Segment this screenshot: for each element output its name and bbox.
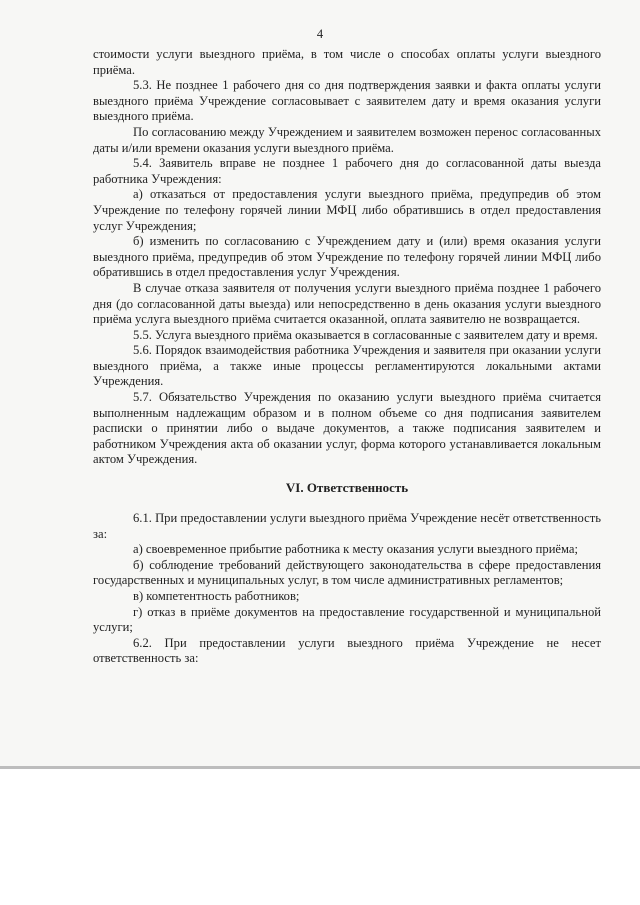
paragraph: а) отказаться от предоставления услуги выездного приёма, предупредив об этом Учреждение по телефону горячей линии МФЦ либо обратившись в отдел предоставления услуг Учреждения; xyxy=(93,187,601,233)
paragraph: 5.3. Не позднее 1 рабочего дня со дня подтверждения заявки и факта оплаты услуги выездного приёма Учреждение согласовывает с заявителем дату и время оказания услуги выездного приёма. xyxy=(93,78,601,124)
scan-edge xyxy=(0,766,640,769)
paragraph: стоимости услуги выездного приёма, в том числе о способах оплаты услуги выездного приёма. xyxy=(93,47,601,77)
paragraph: 5.5. Услуга выездного приёма оказывается в согласованные с заявителем дату и время. xyxy=(133,327,598,342)
paragraph: г) отказ в приёме документов на предоставление государственной и муниципальной услуги; xyxy=(93,604,601,635)
section-6 xyxy=(93,511,601,667)
section-5-continued xyxy=(93,47,601,468)
section-heading: VI. Ответственность xyxy=(285,480,409,496)
paragraph: В случае отказа заявителя от получения услуги выездного приёма позднее 1 рабочего дня (до согласованной даты выезда) или непосредственно в день оказания услуги выездного приёма услуга выездного приёма считается оказанной, оплата заявителю не возвращается. xyxy=(93,280,601,327)
paragraph: б) изменить по согласованию с Учреждением дату и (или) время оказания услуги выездного приёма, предупредив об этом Учреждение по телефону горячей линии МФЦ либо обратившись в отдел предоставления услуг Учреждения. xyxy=(93,234,601,280)
paragraph: 5.7. Обязательство Учреждения по оказанию услуги выездного приёма считается выполненным надлежащим образом и в полном объеме со дня подписания заявителем расписки о принятии либо о выдаче документов, а также подписания заявителем и работником Учреждения акта об оказании услуг, форма которого устанавливается локальным актом Учреждения. xyxy=(93,390,601,467)
paragraph: 5.6. Порядок взаимодействия работника Учреждения и заявителя при оказании услуги выездного приёма, а также иные процессы регламентируются локальными актами Учреждения. xyxy=(93,343,601,389)
paragraph: а) своевременное прибытие работника к месту оказания услуги выездного приёма; xyxy=(133,542,578,557)
paragraph: б) соблюдение требований действующего законодательства в сфере предоставления государственных и муниципальных услуг, в том числе административных регламентов; xyxy=(93,557,601,588)
paragraph: 5.4. Заявитель вправе не позднее 1 рабочего дня до согласованной даты выезда работника Учреждения: xyxy=(93,156,601,186)
paragraph: в) компетентность работников; xyxy=(133,589,300,603)
paragraph: 6.1. При предоставлении услуги выездного приёма Учреждение несёт ответственность за: xyxy=(93,511,601,541)
document-body xyxy=(93,47,601,667)
paragraph: По согласованию между Учреждением и заявителем возможен перенос согласованных даты и/или времени оказания услуги выездного приёма. xyxy=(93,124,601,155)
paragraph: 6.2. При предоставлении услуги выездного приёма Учреждение не несет ответственность за: xyxy=(93,635,601,666)
page-number: 4 xyxy=(316,27,324,41)
